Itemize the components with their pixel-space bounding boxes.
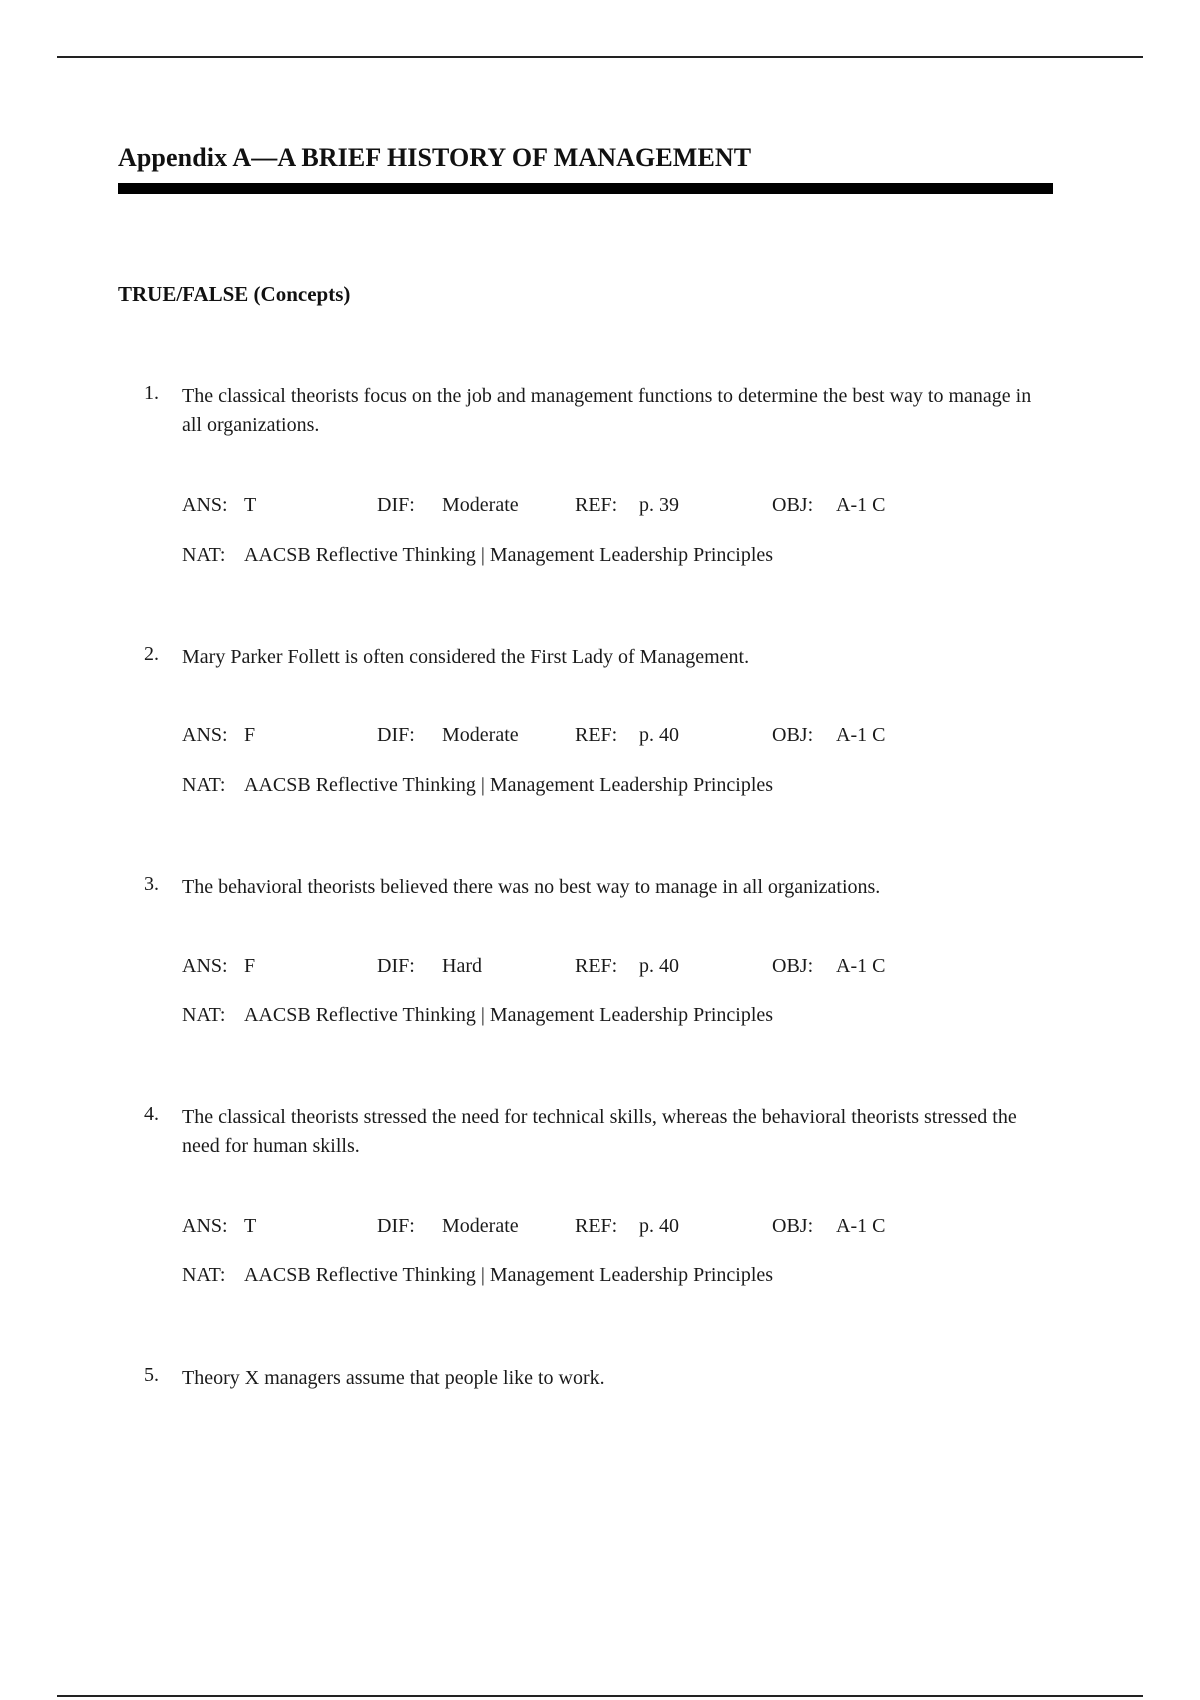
dif-value: Moderate — [442, 494, 519, 516]
question-text: The behavioral theorists believed there was no best way to manage in all organizations. — [182, 876, 881, 898]
ans-label: ANS: — [182, 494, 228, 516]
question-number: 5. — [144, 1364, 159, 1386]
question-text: The classical theorists stressed the need for technical skills, whereas the behavioral theorists stressed the need for human skills. — [182, 1106, 1017, 1157]
question-number: 1. — [144, 382, 159, 404]
question-text: The classical theorists focus on the job and management functions to determine the best way to manage in all organizations. — [182, 385, 1032, 436]
question-number: 4. — [144, 1103, 159, 1125]
question-number: 2. — [144, 643, 159, 665]
ref-label: REF: — [575, 1215, 618, 1237]
bottom-rule — [57, 1695, 1143, 1697]
dif-label: DIF: — [377, 955, 415, 977]
title-underline-bar — [118, 183, 1053, 194]
ref-value: p. 40 — [639, 955, 679, 977]
ans-value: F — [244, 724, 256, 746]
obj-value: A-1 C — [836, 1215, 886, 1237]
nat-value: AACSB Reflective Thinking | Management Leadership Principles — [244, 1004, 774, 1026]
obj-value: A-1 C — [836, 955, 886, 977]
ans-value: T — [244, 1215, 257, 1237]
dif-label: DIF: — [377, 494, 415, 516]
question-text: Mary Parker Follett is often considered the First Lady of Management. — [182, 646, 750, 668]
question-text: Theory X managers assume that people like to work. — [182, 1367, 605, 1389]
obj-label: OBJ: — [772, 494, 814, 516]
obj-label: OBJ: — [772, 1215, 814, 1237]
ans-label: ANS: — [182, 724, 228, 746]
obj-value: A-1 C — [836, 494, 886, 516]
dif-value: Hard — [442, 955, 482, 977]
question-number: 3. — [144, 873, 159, 895]
dif-value: Moderate — [442, 724, 519, 746]
ref-value: p. 40 — [639, 1215, 679, 1237]
page-title: Appendix A—A BRIEF HISTORY OF MANAGEMENT — [118, 143, 752, 172]
dif-value: Moderate — [442, 1215, 519, 1237]
nat-value: AACSB Reflective Thinking | Management Leadership Principles — [244, 1264, 774, 1286]
dif-label: DIF: — [377, 724, 415, 746]
top-rule — [57, 56, 1143, 58]
ref-label: REF: — [575, 494, 618, 516]
ans-label: ANS: — [182, 955, 228, 977]
ref-value: p. 40 — [639, 724, 679, 746]
nat-label: NAT: — [182, 1264, 226, 1286]
obj-label: OBJ: — [772, 955, 814, 977]
nat-label: NAT: — [182, 774, 226, 796]
ref-value: p. 39 — [639, 494, 679, 516]
ref-label: REF: — [575, 724, 618, 746]
obj-label: OBJ: — [772, 724, 814, 746]
dif-label: DIF: — [377, 1215, 415, 1237]
obj-value: A-1 C — [836, 724, 886, 746]
ref-label: REF: — [575, 955, 618, 977]
ans-value: T — [244, 494, 257, 516]
ans-label: ANS: — [182, 1215, 228, 1237]
nat-label: NAT: — [182, 1004, 226, 1026]
nat-value: AACSB Reflective Thinking | Management Leadership Principles — [244, 544, 774, 566]
nat-value: AACSB Reflective Thinking | Management Leadership Principles — [244, 774, 774, 796]
section-heading: TRUE/FALSE (Concepts) — [118, 282, 351, 306]
ans-value: F — [244, 955, 256, 977]
nat-label: NAT: — [182, 544, 226, 566]
